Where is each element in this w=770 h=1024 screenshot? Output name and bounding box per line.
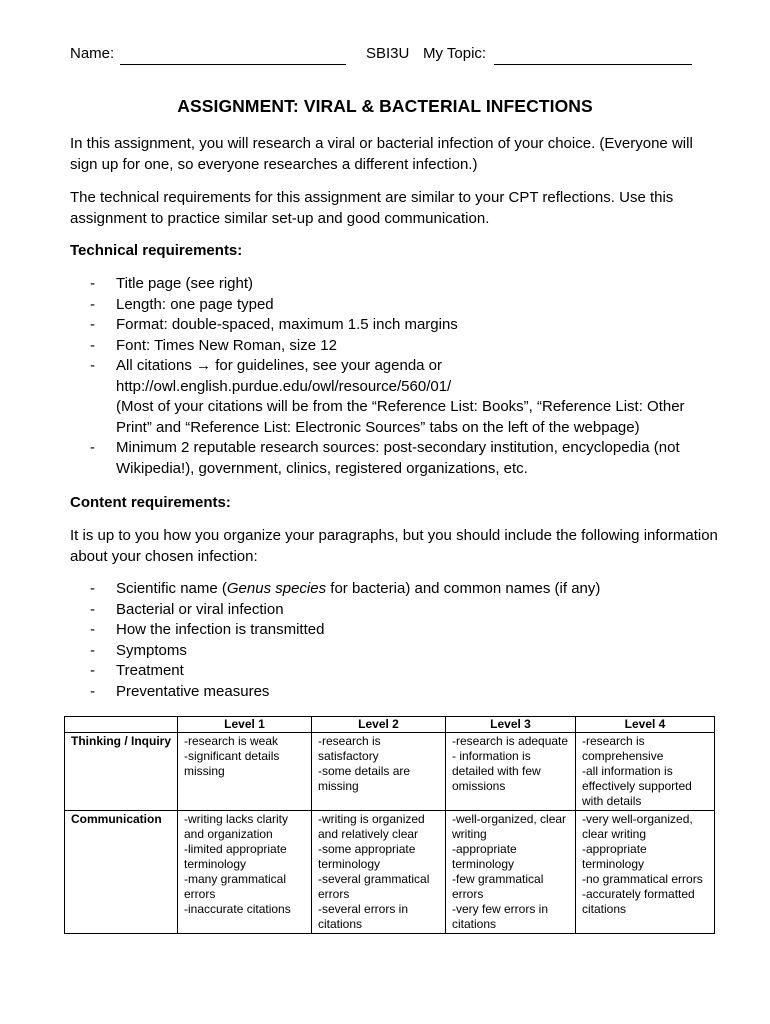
rubric-cell xyxy=(446,733,576,811)
technical-list xyxy=(70,274,720,479)
cell-text: -several errors in citations xyxy=(318,902,409,931)
rubric-cell xyxy=(178,811,312,934)
level-header: Level 3 xyxy=(446,717,576,733)
level-header: Level 1 xyxy=(178,717,312,733)
rubric-header-row xyxy=(65,717,715,733)
course-code: SBI3U xyxy=(366,45,410,62)
content-section xyxy=(70,492,720,702)
list-item-text: for bacteria) and common names (if any) xyxy=(326,580,601,597)
topic-blank-line xyxy=(494,64,692,65)
table-row xyxy=(65,733,715,811)
cell-text: -inaccurate citations xyxy=(184,902,291,916)
name-label: Name: xyxy=(70,45,115,62)
cell-text: -research is satisfactory xyxy=(318,734,381,763)
cell-text: -research is weak xyxy=(184,734,279,748)
cell-text: -writing lacks clarity and organization xyxy=(184,812,289,841)
table-row xyxy=(65,811,715,934)
list-item: - Treatment xyxy=(70,661,720,682)
cell-text: -many grammatical errors xyxy=(184,872,287,901)
rubric-table xyxy=(64,716,715,934)
cell-text: -some details are missing xyxy=(318,764,411,793)
cell-text: -no grammatical errors xyxy=(582,872,703,886)
corner-cell xyxy=(65,717,178,733)
cell-text: -writing is organized and relatively clear xyxy=(318,812,425,841)
content-list xyxy=(70,579,720,702)
cell-text: -appropriate terminology xyxy=(582,842,647,871)
rubric-cell xyxy=(178,733,312,811)
list-item xyxy=(70,579,720,600)
list-item: - Font: Times New Roman, size 12 xyxy=(70,336,720,357)
intro-paragraph: In this assignment, you will research a viral or bacterial infection of your choice. (Everyone will sign up for one, so everyone researches a different infection.) xyxy=(70,135,693,173)
cell-text: -limited appropriate terminology xyxy=(184,842,287,871)
level-header: Level 4 xyxy=(576,717,715,733)
rubric-cell xyxy=(576,811,715,934)
cell-text: -several grammatical errors xyxy=(318,872,430,901)
list-item: - Length: one page typed xyxy=(70,295,720,316)
rubric-cell xyxy=(312,733,446,811)
intro-paragraph: The technical requirements for this assignment are similar to your CPT reflections. Use this assignment to practice similar set-up and good communication. xyxy=(70,189,674,227)
student-header xyxy=(70,45,710,69)
list-item xyxy=(70,356,720,438)
citations-text: - All citations → for guidelines, see your agenda or xyxy=(116,357,443,374)
cell-text: -all information is effectively supported with details xyxy=(582,764,692,808)
name-blank-line xyxy=(120,64,346,65)
list-item: - Bacterial or viral infection xyxy=(70,600,720,621)
topic-label: My Topic: xyxy=(423,45,487,62)
technical-heading: Technical requirements: xyxy=(70,242,243,259)
technical-section xyxy=(70,240,720,479)
cell-text: -research is comprehensive xyxy=(582,734,664,763)
cell-text: -research is adequate xyxy=(452,734,569,748)
content-heading: Content requirements: xyxy=(70,494,231,511)
list-item: - Format: double-spaced, maximum 1.5 inch margins xyxy=(70,315,720,336)
cell-text: -few grammatical errors xyxy=(452,872,544,901)
cell-text: -well-organized, clear writing xyxy=(452,812,567,841)
rubric-cell xyxy=(576,733,715,811)
list-item: - How the infection is transmitted xyxy=(70,620,720,641)
list-item: - Title page (see right) xyxy=(70,274,720,295)
level-header: Level 2 xyxy=(312,717,446,733)
list-item: - Symptoms xyxy=(70,641,720,662)
rubric-cell xyxy=(312,811,446,934)
cell-text: -some appropriate terminology xyxy=(318,842,416,871)
intro-section xyxy=(70,133,720,229)
content-intro: It is up to you how you organize your paragraphs, but you should include the following information about your chosen infection: xyxy=(70,527,718,565)
list-item: - Minimum 2 reputable research sources: post-secondary institution, encyclopedia (not Wikipedia!), government, clinics, registered organizations, etc. xyxy=(70,438,720,479)
cell-text: -accurately formatted citations xyxy=(582,887,695,916)
list-item: - Preventative measures xyxy=(70,682,720,703)
citation-guide-link[interactable]: http://owl.english.purdue.edu/owl/resource/560/01/ xyxy=(116,377,452,395)
italic-term: Genus species xyxy=(226,580,327,597)
cell-text: - information is detailed with few omissions xyxy=(452,749,541,793)
cell-text: -significant details missing xyxy=(184,749,280,778)
cell-text: -appropriate terminology xyxy=(452,842,517,871)
criterion-cell: Communication xyxy=(65,811,178,934)
list-item-text: Scientific name ( xyxy=(116,580,227,597)
cell-text: -very few errors in citations xyxy=(452,902,549,931)
citations-note: (Most of your citations will be from the “Reference List: Books”, “Reference List: Other Print” and “Reference List: Electronic Sources” tabs on the left of the webpage) xyxy=(116,398,685,436)
criterion-cell: Thinking / Inquiry xyxy=(65,733,178,811)
rubric-cell xyxy=(446,811,576,934)
cell-text: -very well-organized, clear writing xyxy=(582,812,693,841)
page-title: ASSIGNMENT: VIRAL & BACTERIAL INFECTIONS xyxy=(177,96,593,116)
